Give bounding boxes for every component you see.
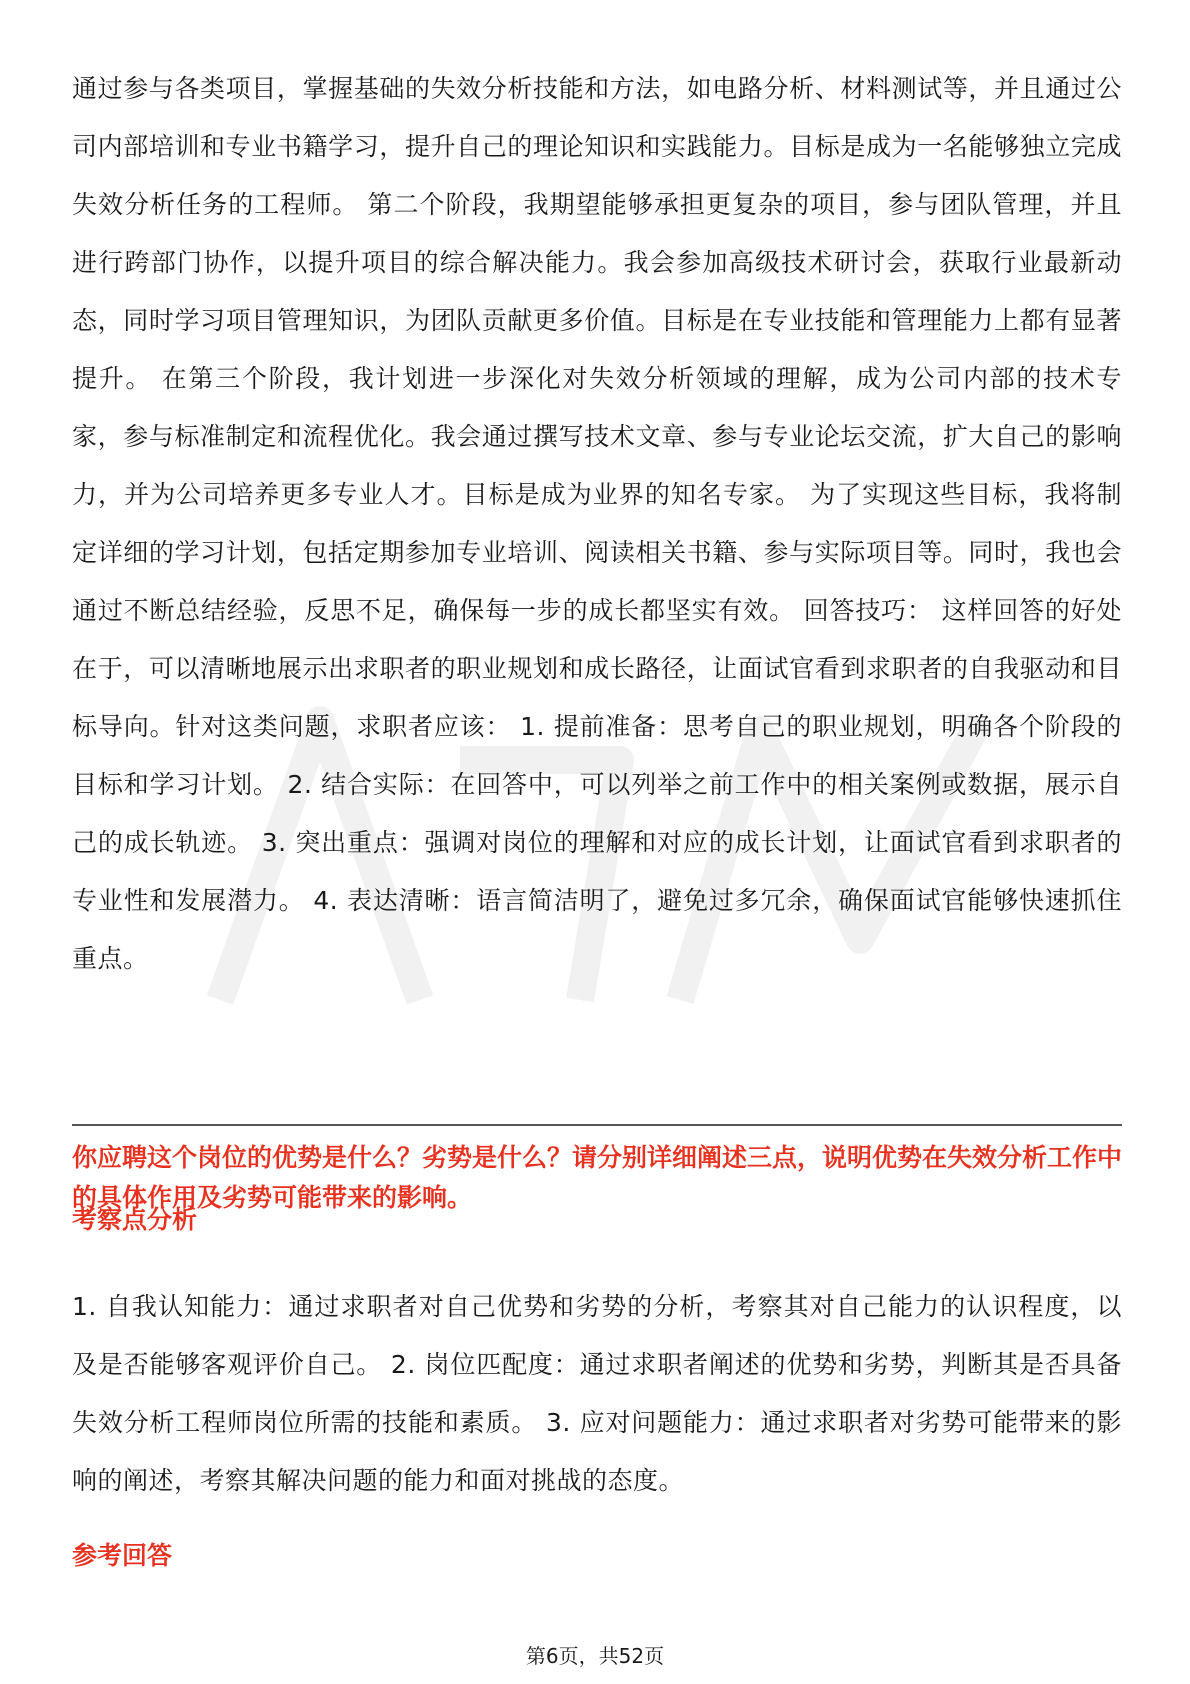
analysis-section [72,1278,1122,1510]
continuation-paragraph: 通过参与各类项目，掌握基础的失效分析技能和方法，如电路分析、材料测试等，并且通过公司内部培训和专业书籍学习，提升自己的理论知识和实践能力。目标是成为一名能够独立完成失效分析任务的工程师。 第二个阶段，我期望能够承担更复杂的项目，参与团队管理，并且进行跨部门协作，以提升项目的综合解决能力。我会参加高级技术研讨会，获取行业最新动态，同时学习项目管理知识，为团队贡献更多价值。目标是在专业技能和管理能力上都有显著提升。 在第三个阶段，我计划进一步深化对失效分析领域的理解，成为公司内部的技术专家，参与标准制定和流程优化。我会通过撰写技术文章、参与专业论坛交流，扩大自己的影响力，并为公司培养更多专业人才。目标是成为业界的知名专家。 为了实现这些目标，我将制定详细的学习计划，包括定期参加专业培训、阅读相关书籍、参与实际项目等。同时，我也会通过不断总结经验，反思不足，确保每一步的成长都坚实有效。 回答技巧： 这样回答的好处在于，可以清晰地展示出求职者的职业规划和成长路径，让面试官看到求职者的自我驱动和目标导向。针对这类问题，求职者应该： 1. 提前准备：思考自己的职业规划，明确各个阶段的目标和学习计划。 2. 结合实际：在回答中，可以列举之前工作中的相关案例或数据，展示自己的成长轨迹。 3. 突出重点：强调对岗位的理解和对应的成长计划，让面试官看到求职者的专业性和发展潜力。 4. 表达清晰：语言简洁明了，避免过多冗余，确保面试官能够快速抓住重点。 [72,74,1122,973]
main-content [72,60,1122,988]
analysis-paragraph: 1. 自我认知能力：通过求职者对自己优势和劣势的分析，考察其对自己能力的认识程度，以及是否能够客观评价自己。 2. 岗位匹配度：通过求职者阐述的优势和劣势，判断其是否具备失效分析工程师岗位所需的技能和素质。 3. 应对问题能力：通过求职者对劣势可能带来的影响的阐述，考察其解决问题的能力和面对挑战的态度。 [72,1292,1122,1495]
question-heading: 你应聘这个岗位的优势是什么？劣势是什么？请分别详细阐述三点，说明优势在失效分析工作中的具体作用及劣势可能带来的影响。 [72,1143,1123,1212]
analysis-heading: 考察点分析 [72,1205,198,1234]
page-number: 第6页，共52页 [525,1644,665,1668]
reference-heading: 参考回答 [72,1541,173,1570]
section-divider [72,1124,1122,1126]
